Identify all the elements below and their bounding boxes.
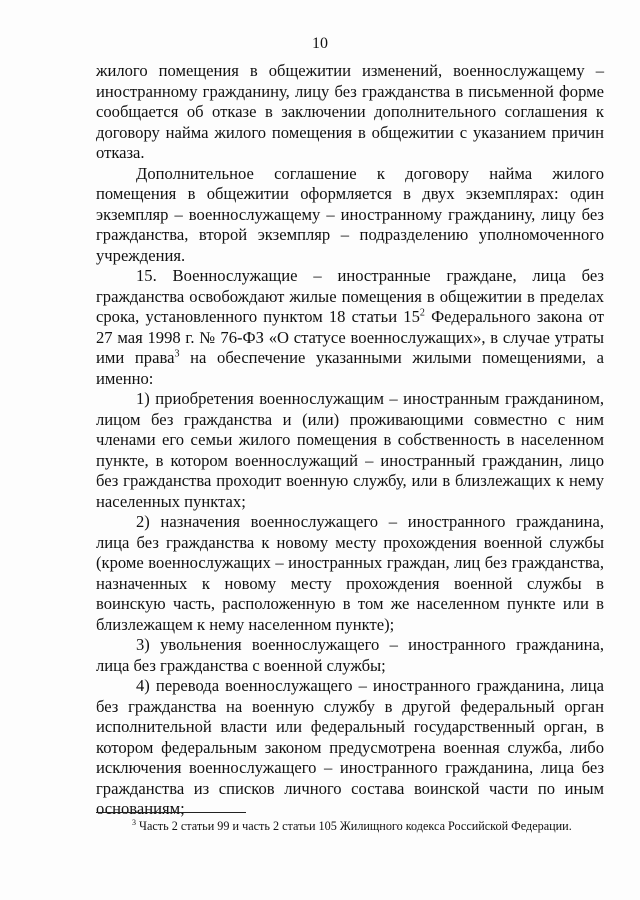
footnote-divider (96, 812, 246, 813)
superscript-article-number: 2 (419, 307, 425, 319)
footnote (132, 819, 612, 834)
list-item-1: 1) приобретения военнослужащим – иностранным гражданином, лицом без гражданства и (или) проживающими совместно с ним членами его семьи жилого помещения в собственность в населенном пункте, в котором военнослужащий – иностранный гражданин, лицо без гражданства проходит военную службу, или в близлежащих к нему населенных пунктах; (96, 389, 604, 511)
footnote-mark: 3 (132, 817, 136, 827)
paragraph-item-15-part-a: 15. Военнослужащие – иностранные граждане, лица без гражданства освобождают жилые помещения в общежитии в пределах срока, установленного пунктом 18 статьи 15 (96, 266, 604, 326)
footnote-text: Часть 2 статьи 99 и часть 2 статьи 105 Жилищного кодекса Российской Федерации. (136, 819, 572, 833)
list-item-3: 3) увольнения военнослужащего – иностранного гражданина, лица без гражданства с военной службы; (96, 635, 604, 675)
list-item-4: 4) перевода военнослужащего – иностранного гражданина, лица без гражданства на военную службу в другой федеральный орган исполнительной власти или федеральный государственный орган, в котором федеральным законом предусмотрена военная служба, либо исключения военнослужащего – иностранного гражданина, лица без гражданства из списков личного состава воинской части по иным основаниям; (96, 676, 604, 818)
paragraph-continuation: жилого помещения в общежитии изменений, военнослужащему – иностранному гражданину, лицу без гражданства в письменной форме сообщается об отказе в заключении дополнительного соглашения к договору найма жилого помещения в общежитии с указанием причин отказа. (96, 61, 604, 162)
body-text (96, 61, 604, 820)
paragraph-item-15 (96, 266, 604, 389)
list-item-2: 2) назначения военнослужащего – иностранного гражданина, лица без гражданства к новому месту прохождения военной службы (кроме военнослужащих – иностранных граждан, лиц без гражданства, назначенных к новому месту прохождения военной службы в воинскую часть, расположенную в том же населенном пункте или в близлежащем к нему населенном пункте); (96, 512, 604, 634)
paragraph-additional-agreement: Дополнительное соглашение к договору найма жилого помещения в общежитии оформляется в двух экземплярах: один экземпляр – военнослужащему – иностранному гражданину, лицу без гражданства, второй экземпляр – подразделению уполномоченного учреждения. (96, 163, 604, 265)
paragraph-item-15-part-b: Федерального закона от 27 мая 1998 г. № 76-ФЗ «О статусе военнослужащих», в случае утраты ими права (96, 307, 605, 367)
page-number: 10 (312, 35, 328, 52)
footnote-reference: 3 (174, 348, 180, 360)
paragraph-item-15-part-c: на обеспечение указанными жилыми помещениями, а именно: (96, 348, 604, 388)
